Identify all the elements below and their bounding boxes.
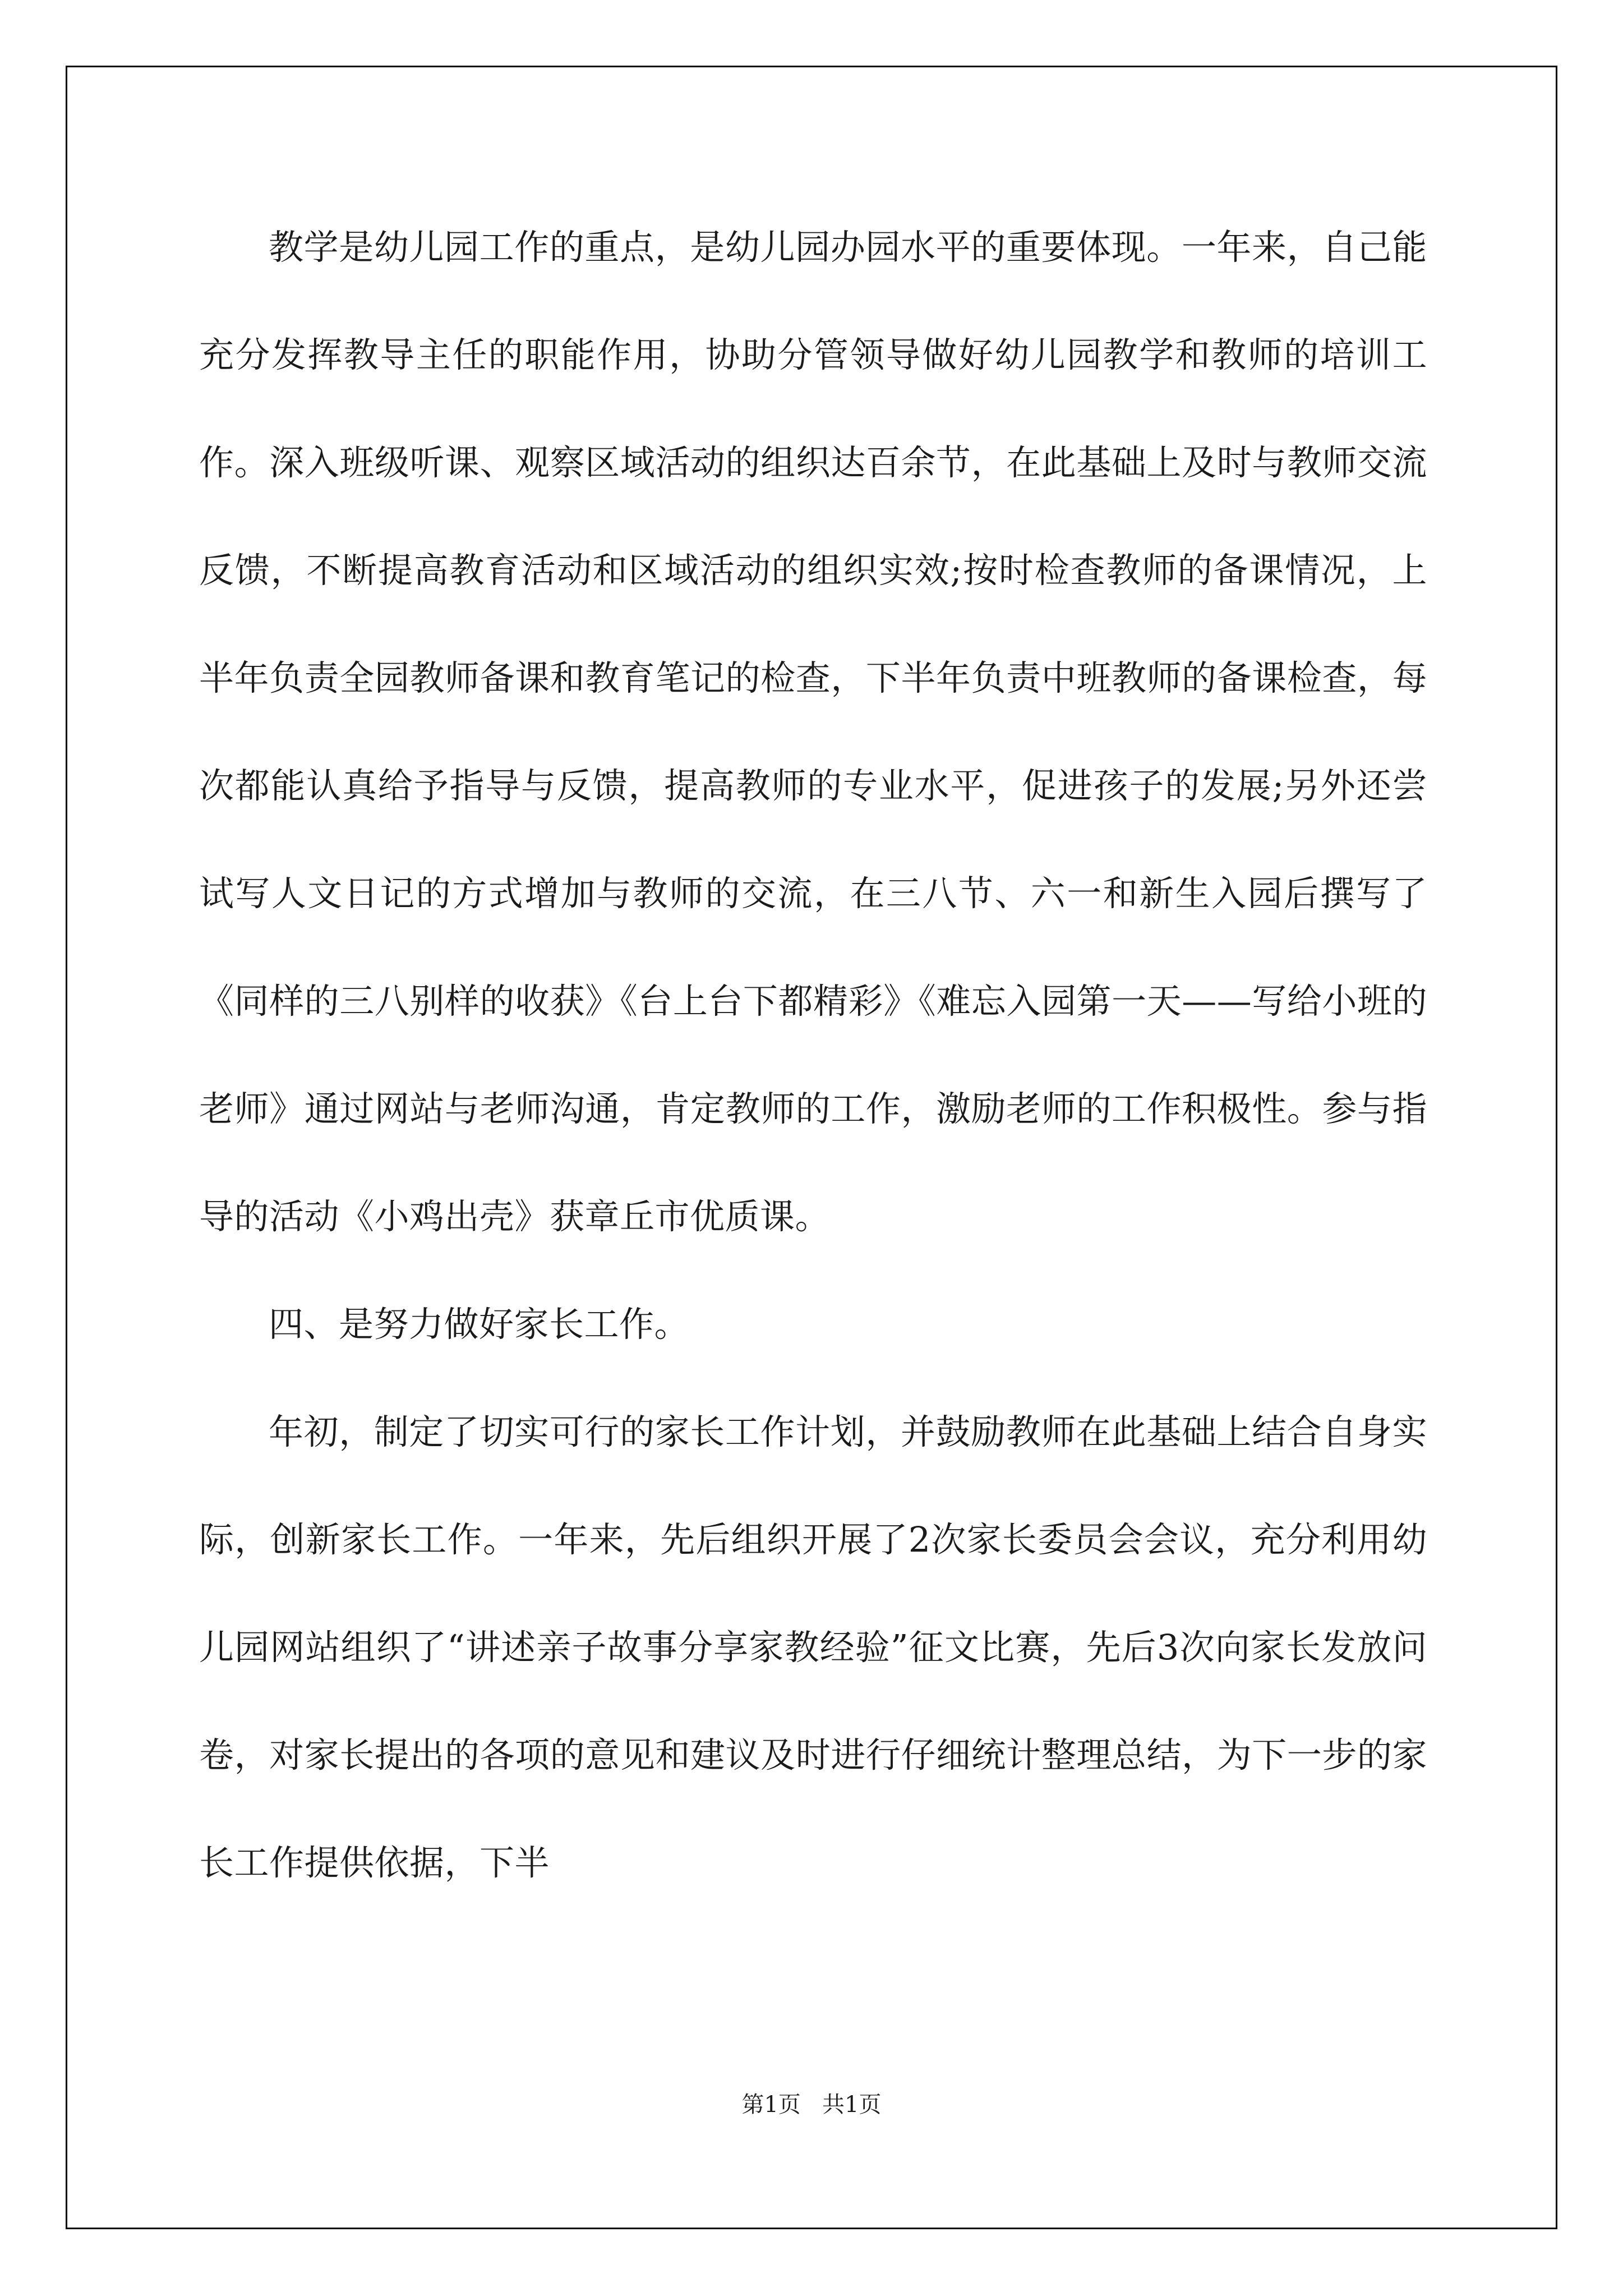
paragraph-teaching: 教学是幼儿园工作的重点，是幼儿园办园水平的重要体现。一年来，自己能充分发挥教导主任的职能作用，协助分管领导做好幼儿园教学和教师的培训工作。深入班级听课、观察区域活动的组织达百余节，在此基础上及时与教师交流反馈，不断提高教育活动和区域活动的组织实效;按时检查教师的备课情况，上半年负责全园教师备课和教育笔记的检查，下半年负责中班教师的备课检查，每次都能认真给予指导与反馈，提高教师的专业水平，促进孩子的发展;另外还尝试写人文日记的方式增加与教师的交流，在三八节、六一和新生入园后撰写了《同样的三八别样的收获》《台上台下都精彩》《难忘入园第一天——写给小班的老师》通过网站与老师沟通，肯定教师的工作，激励老师的工作积极性。参与指导的活动《小鸡出壳》获章丘市优质课。 [199,227,1427,1237]
paragraph-parent-work: 年初，制定了切实可行的家长工作计划，并鼓励教师在此基础上结合自身实际，创新家长工作。一年来，先后组织开展了2次家长委员会会议，充分利用幼儿园网站组织了“讲述亲子故事分享家教经验”征文比赛，先后3次向家长发放问卷，对家长提出的各项的意见和建议及时进行仔细统计整理总结，为下一步的家长工作提供依据，下半 [199,1411,1427,1883]
document-body [199,194,1427,1917]
paragraph-section-four-heading: 四、是努力做好家长工作。 [269,1304,690,1345]
page-footer: 第1页 共1页 [741,2092,882,2118]
